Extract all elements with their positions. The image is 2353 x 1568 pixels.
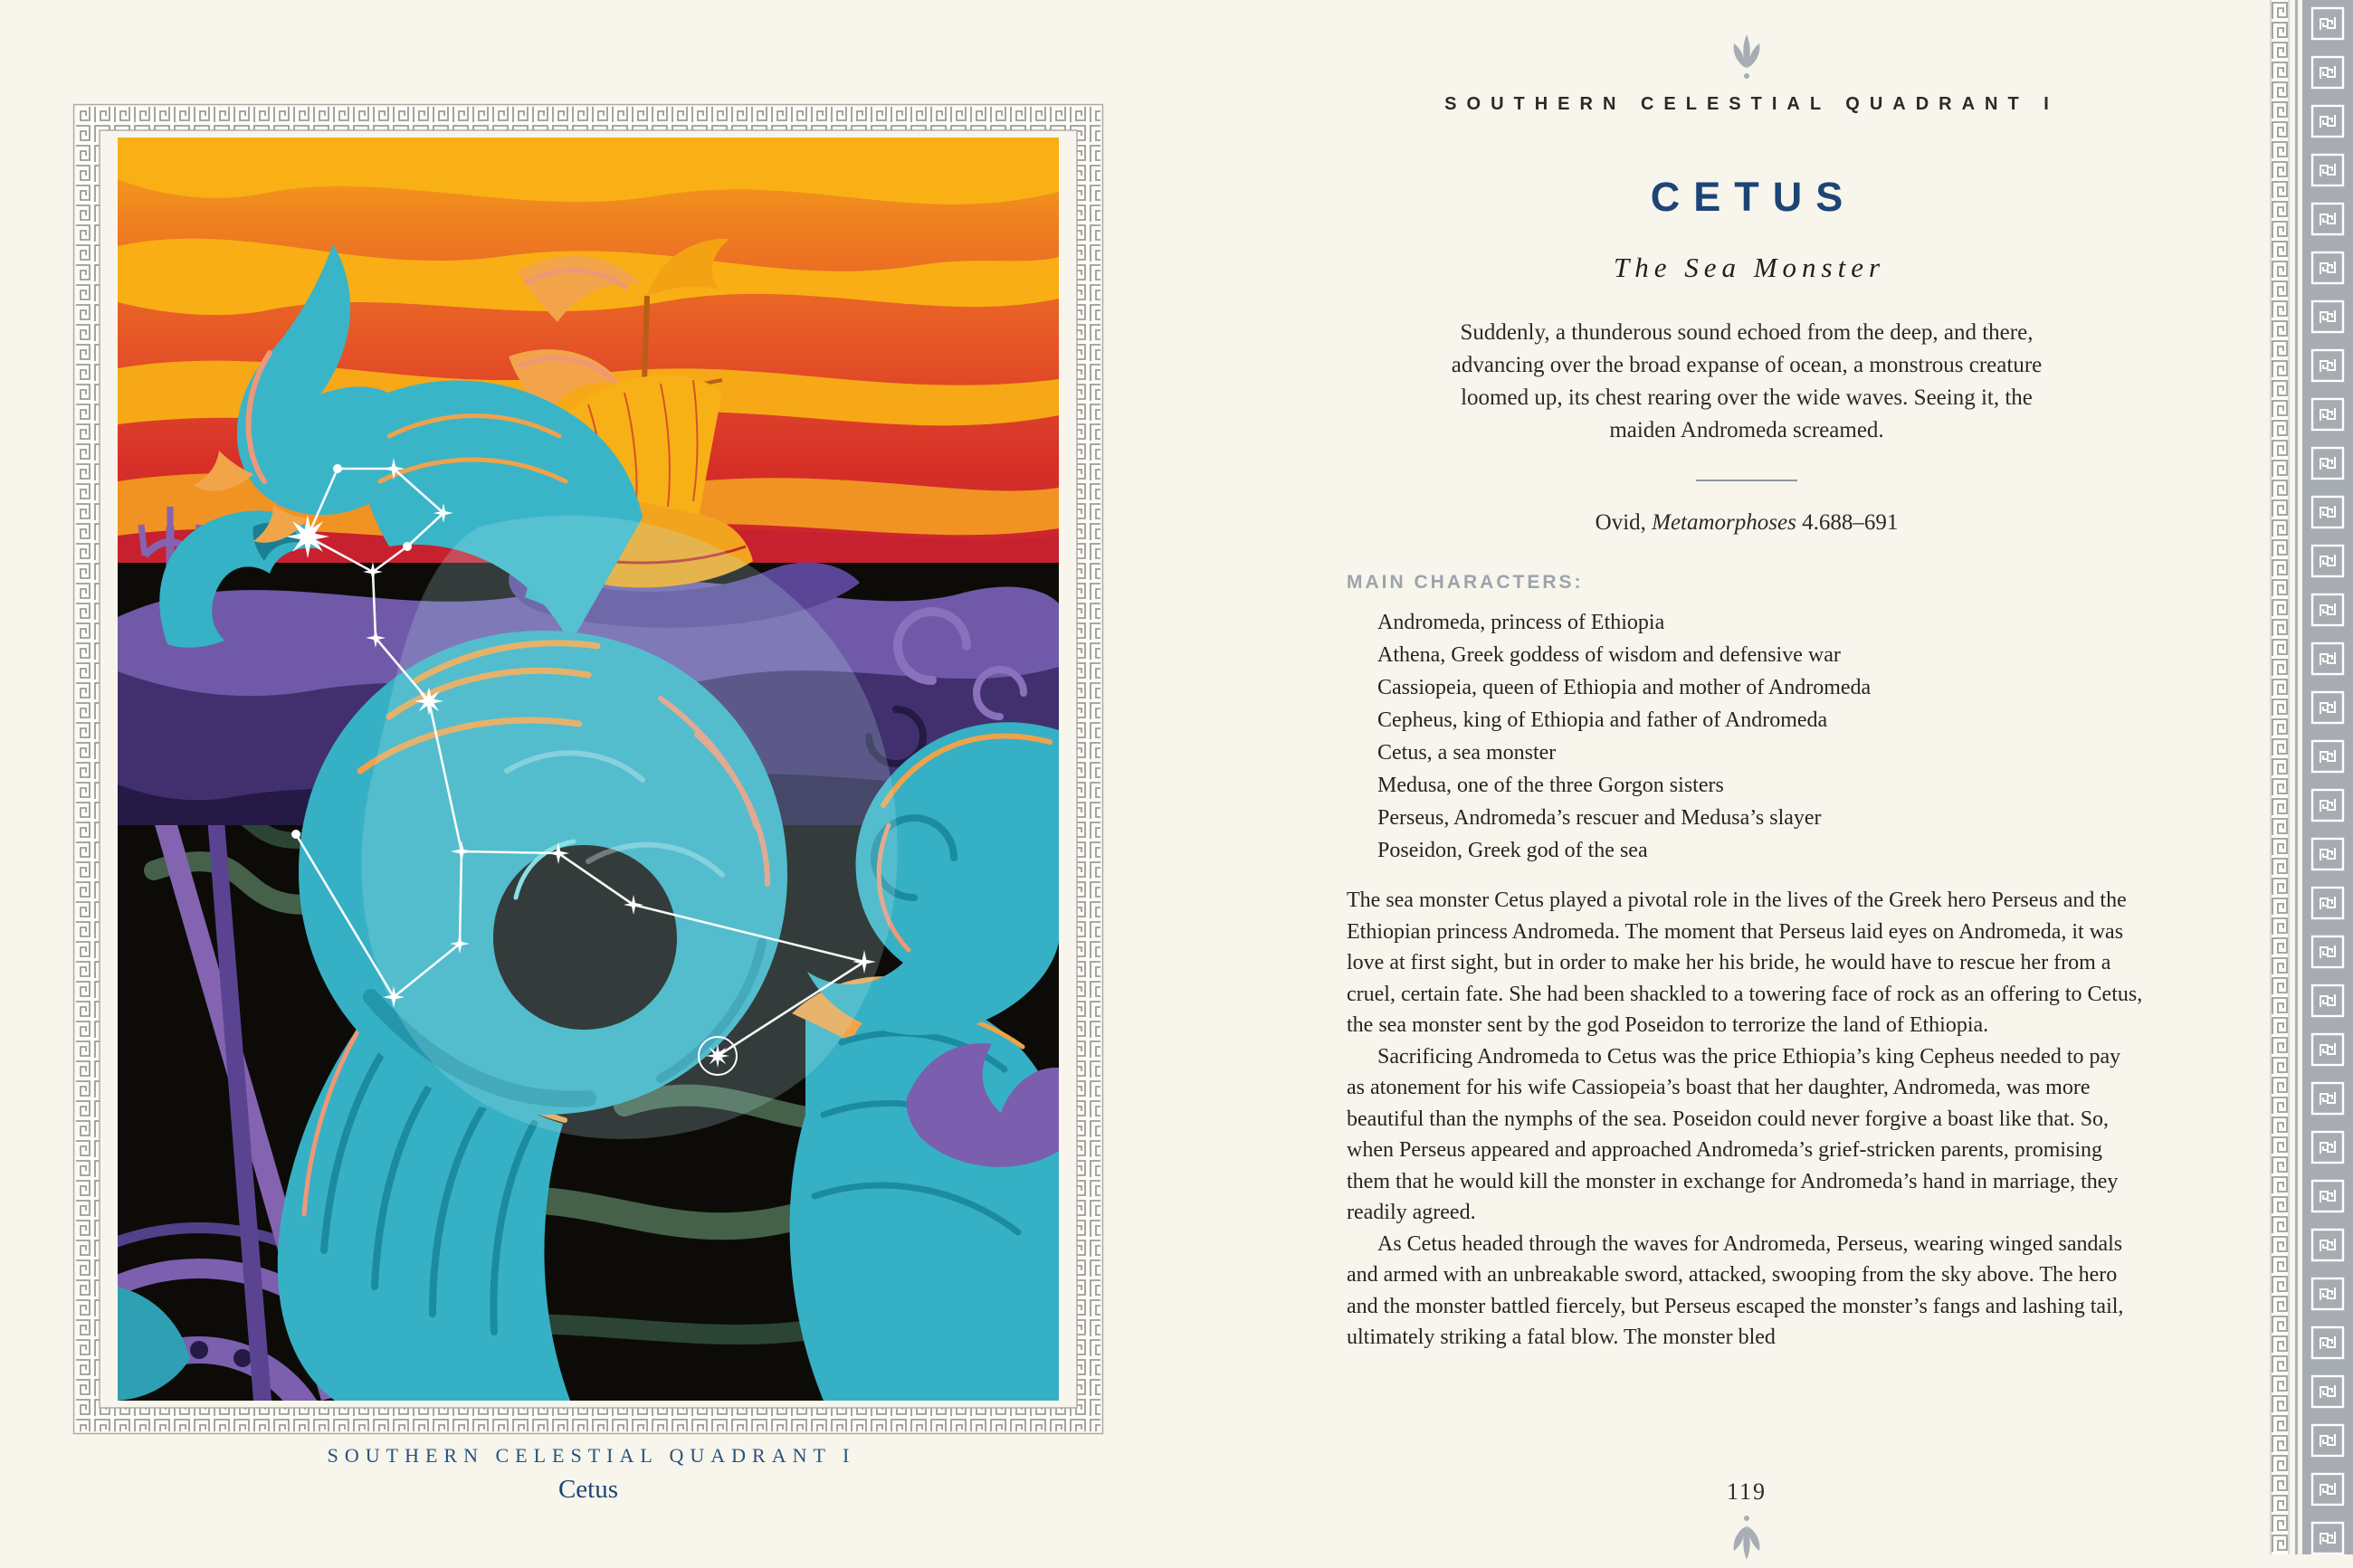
left-footer-kicker: SOUTHERN CELESTIAL QUADRANT I (327, 1444, 856, 1467)
character-item: Perseus, Andromeda’s rescuer and Medusa’s slayer (1377, 806, 1822, 830)
epigraph-attribution (1249, 510, 2244, 536)
constellation-star (414, 687, 443, 716)
edge-divider-line (2295, 0, 2298, 1554)
attribution-reference: 4.688–691 (1796, 510, 1899, 535)
character-item: Cetus, a sea monster (1377, 741, 1557, 765)
attribution-author: Ovid, (1595, 510, 1653, 535)
edge-ornament-band (2302, 0, 2353, 1554)
body-paragraph: Sacrificing Andromeda to Cetus was the price Ethiopia’s king Cepheus needed to pay as atonement for his wife Cassiopeia’s boast that her daughter, Andromeda, was more beautiful than the nymphs of the sea. Poseidon could never forgive a boast like that. So, when Perseus appeared and approached Andromeda’s grief-stricken parents, promising them that he would kill the monster in exchange for Andromeda’s hand in marriage, they readily agreed. (1347, 1044, 2121, 1224)
right-page (1249, 0, 2244, 1554)
left-page-footer (0, 1444, 1176, 1505)
top-ornament (1249, 31, 2244, 88)
character-item: Medusa, one of the three Gorgon sisters (1377, 774, 1724, 797)
page-title: CETUS (1650, 174, 1857, 220)
character-item: Poseidon, Greek god of the sea (1377, 839, 1648, 862)
fleur-down-icon (1727, 31, 1767, 83)
epigraph-line: Suddenly, a thunderous sound echoed from the deep, and there, (1460, 320, 2034, 345)
body-text (1347, 885, 2143, 1354)
epigraph-line: loomed up, its chest rearing over the wide waves. Seeing it, the (1461, 385, 2033, 410)
constellation-star (286, 515, 329, 558)
character-item: Cassiopeia, queen of Ethiopia and mother of Andromeda (1377, 676, 1872, 699)
character-item: Athena, Greek goddess of wisdom and defensive war (1377, 643, 1841, 667)
section-kicker: SOUTHERN CELESTIAL QUADRANT I (1444, 94, 2059, 114)
epigraph-line: maiden Andromeda screamed. (1609, 418, 1884, 442)
bottom-ornament (1249, 1511, 2244, 1568)
epigraph-divider (1696, 480, 1797, 481)
character-item: Cepheus, king of Ethiopia and father of Andromeda (1377, 708, 1828, 732)
left-footer-title: Cetus (557, 1475, 619, 1504)
characters-heading: MAIN CHARACTERS: (1347, 572, 1584, 593)
framed-illustration (72, 103, 1104, 1435)
cetus-illustration (118, 138, 1059, 1401)
fleur-up-icon (1727, 1511, 1767, 1563)
attribution-work: Metamorphoses (1652, 510, 1796, 535)
page-number: 119 (1726, 1478, 1767, 1505)
constellation-star (706, 1044, 729, 1068)
constellation-star (291, 830, 300, 839)
epigraph (1249, 317, 2244, 447)
body-paragraph: As Cetus headed through the waves for Andromeda, Perseus, wearing winged sandals and armed with an unbreakable sword, attacked, swooping from the sky above. The hero and the monster battled fiercely, but Perseus escaped the monster’s fangs and lashing tail, ultimately striking a fatal blow. The monster bled (1347, 1231, 2124, 1349)
constellation-star (333, 464, 342, 473)
page-subtitle: The Sea Monster (1613, 252, 1886, 283)
character-item: Andromeda, princess of Ethiopia (1377, 611, 1665, 634)
edge-meander-strip (2270, 0, 2290, 1554)
constellation-star (403, 542, 412, 551)
body-paragraph: The sea monster Cetus played a pivotal role in the lives of the Greek hero Perseus and the Ethiopian princess Andromeda. The moment that Perseus laid eyes on Andromeda, it was love at first sight, but in order to make her his bride, he would have to rescue her from a cruel, certain fate. She had been shackled to a towering face of rock as an offering to Cetus, the sea monster sent by the god Poseidon to terrorize the land of Ethiopia. (1347, 889, 2143, 1037)
epigraph-line: advancing over the broad expanse of ocean, a monstrous creature (1451, 353, 2043, 377)
main-characters-section (1347, 572, 2143, 867)
